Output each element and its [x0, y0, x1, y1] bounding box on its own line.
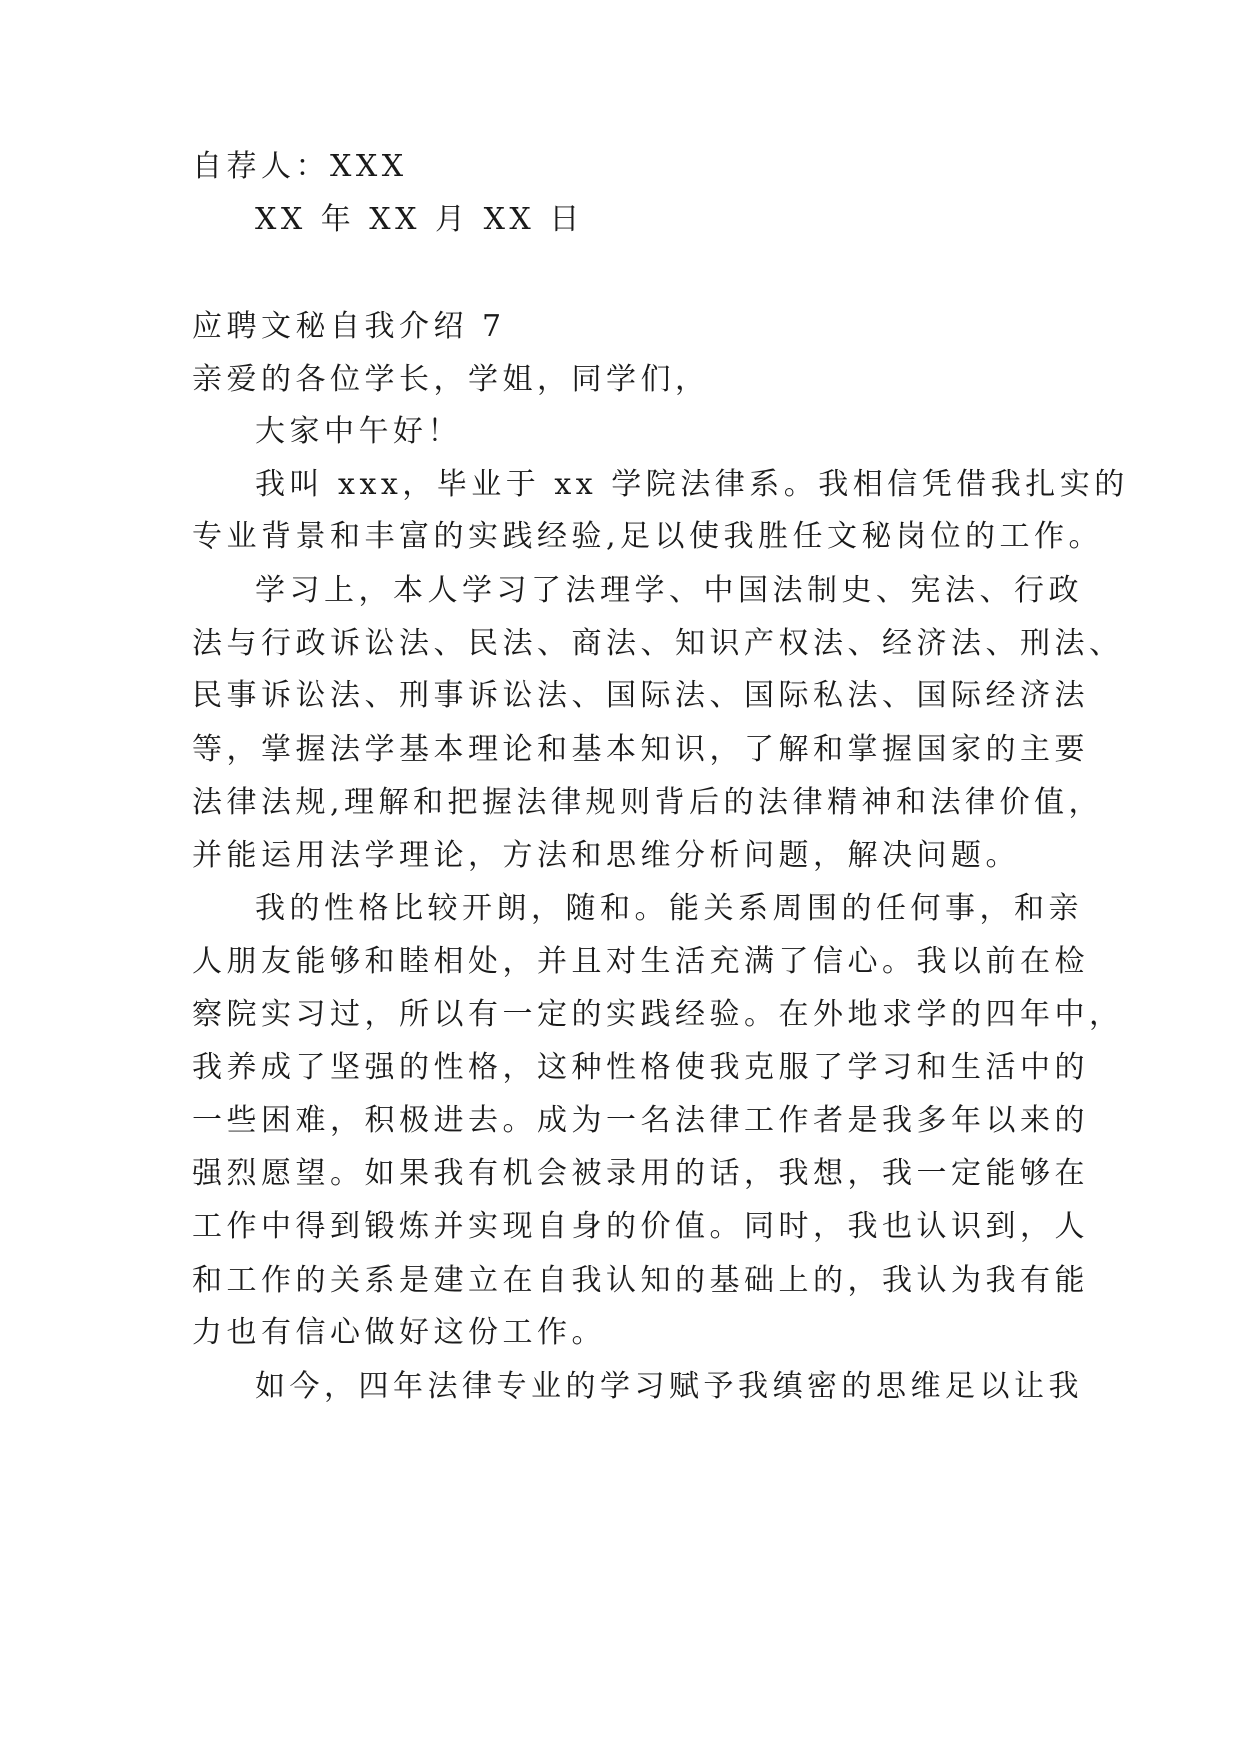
paragraph-line: 强烈愿望。如果我有机会被录用的话，我想，我一定能够在	[192, 1156, 1089, 1191]
paragraph-line: 我叫 xxx，毕业于 xx 学院法律系。我相信凭借我扎实的	[255, 467, 1129, 502]
paragraph-line: 等，掌握法学基本理论和基本知识，了解和掌握国家的主要	[192, 732, 1089, 767]
paragraph-line: 并能运用法学理论，方法和思维分析问题，解决问题。	[192, 838, 1020, 873]
paragraph-line: 法律法规,理解和把握法律规则背后的法律精神和法律价值，	[192, 785, 1104, 820]
paragraph-line: 民事诉讼法、刑事诉讼法、国际法、国际私法、国际经济法	[192, 678, 1089, 713]
section-title: 应聘文秘自我介绍 7	[192, 309, 506, 344]
signature-line: 自荐人：XXX	[192, 149, 408, 184]
paragraph-line: 如今，四年法律专业的学习赋予我缜密的思维足以让我	[255, 1369, 1083, 1404]
paragraph-line: 法与行政诉讼法、民法、商法、知识产权法、经济法、刑法、	[192, 626, 1124, 661]
paragraph-line: 察院实习过，所以有一定的实践经验。在外地求学的四年中，	[192, 997, 1124, 1032]
paragraph-line: 工作中得到锻炼并实现自身的价值。同时，我也认识到，人	[192, 1209, 1089, 1244]
salutation: 亲爱的各位学长，学姐，同学们，	[192, 362, 710, 397]
paragraph-line: 我的性格比较开朗，随和。能关系周围的任何事，和亲	[255, 891, 1083, 926]
paragraph-line: 学习上，本人学习了法理学、中国法制史、宪法、行政	[255, 573, 1083, 608]
paragraph-line: 和工作的关系是建立在自我认知的基础上的，我认为我有能	[192, 1263, 1089, 1298]
paragraph-line: 专业背景和丰富的实践经验,足以使我胜任文秘岗位的工作。	[192, 519, 1104, 554]
paragraph-line: 一些困难，积极进去。成为一名法律工作者是我多年以来的	[192, 1103, 1089, 1138]
paragraph-line: 力也有信心做好这份工作。	[192, 1315, 606, 1350]
paragraph-line: 人朋友能够和睦相处，并且对生活充满了信心。我以前在检	[192, 944, 1089, 979]
paragraph-line: 我养成了坚强的性格，这种性格使我克服了学习和生活中的	[192, 1050, 1089, 1085]
greeting: 大家中午好！	[255, 414, 462, 449]
date-line: XX 年 XX 月 XX 日	[255, 202, 584, 237]
